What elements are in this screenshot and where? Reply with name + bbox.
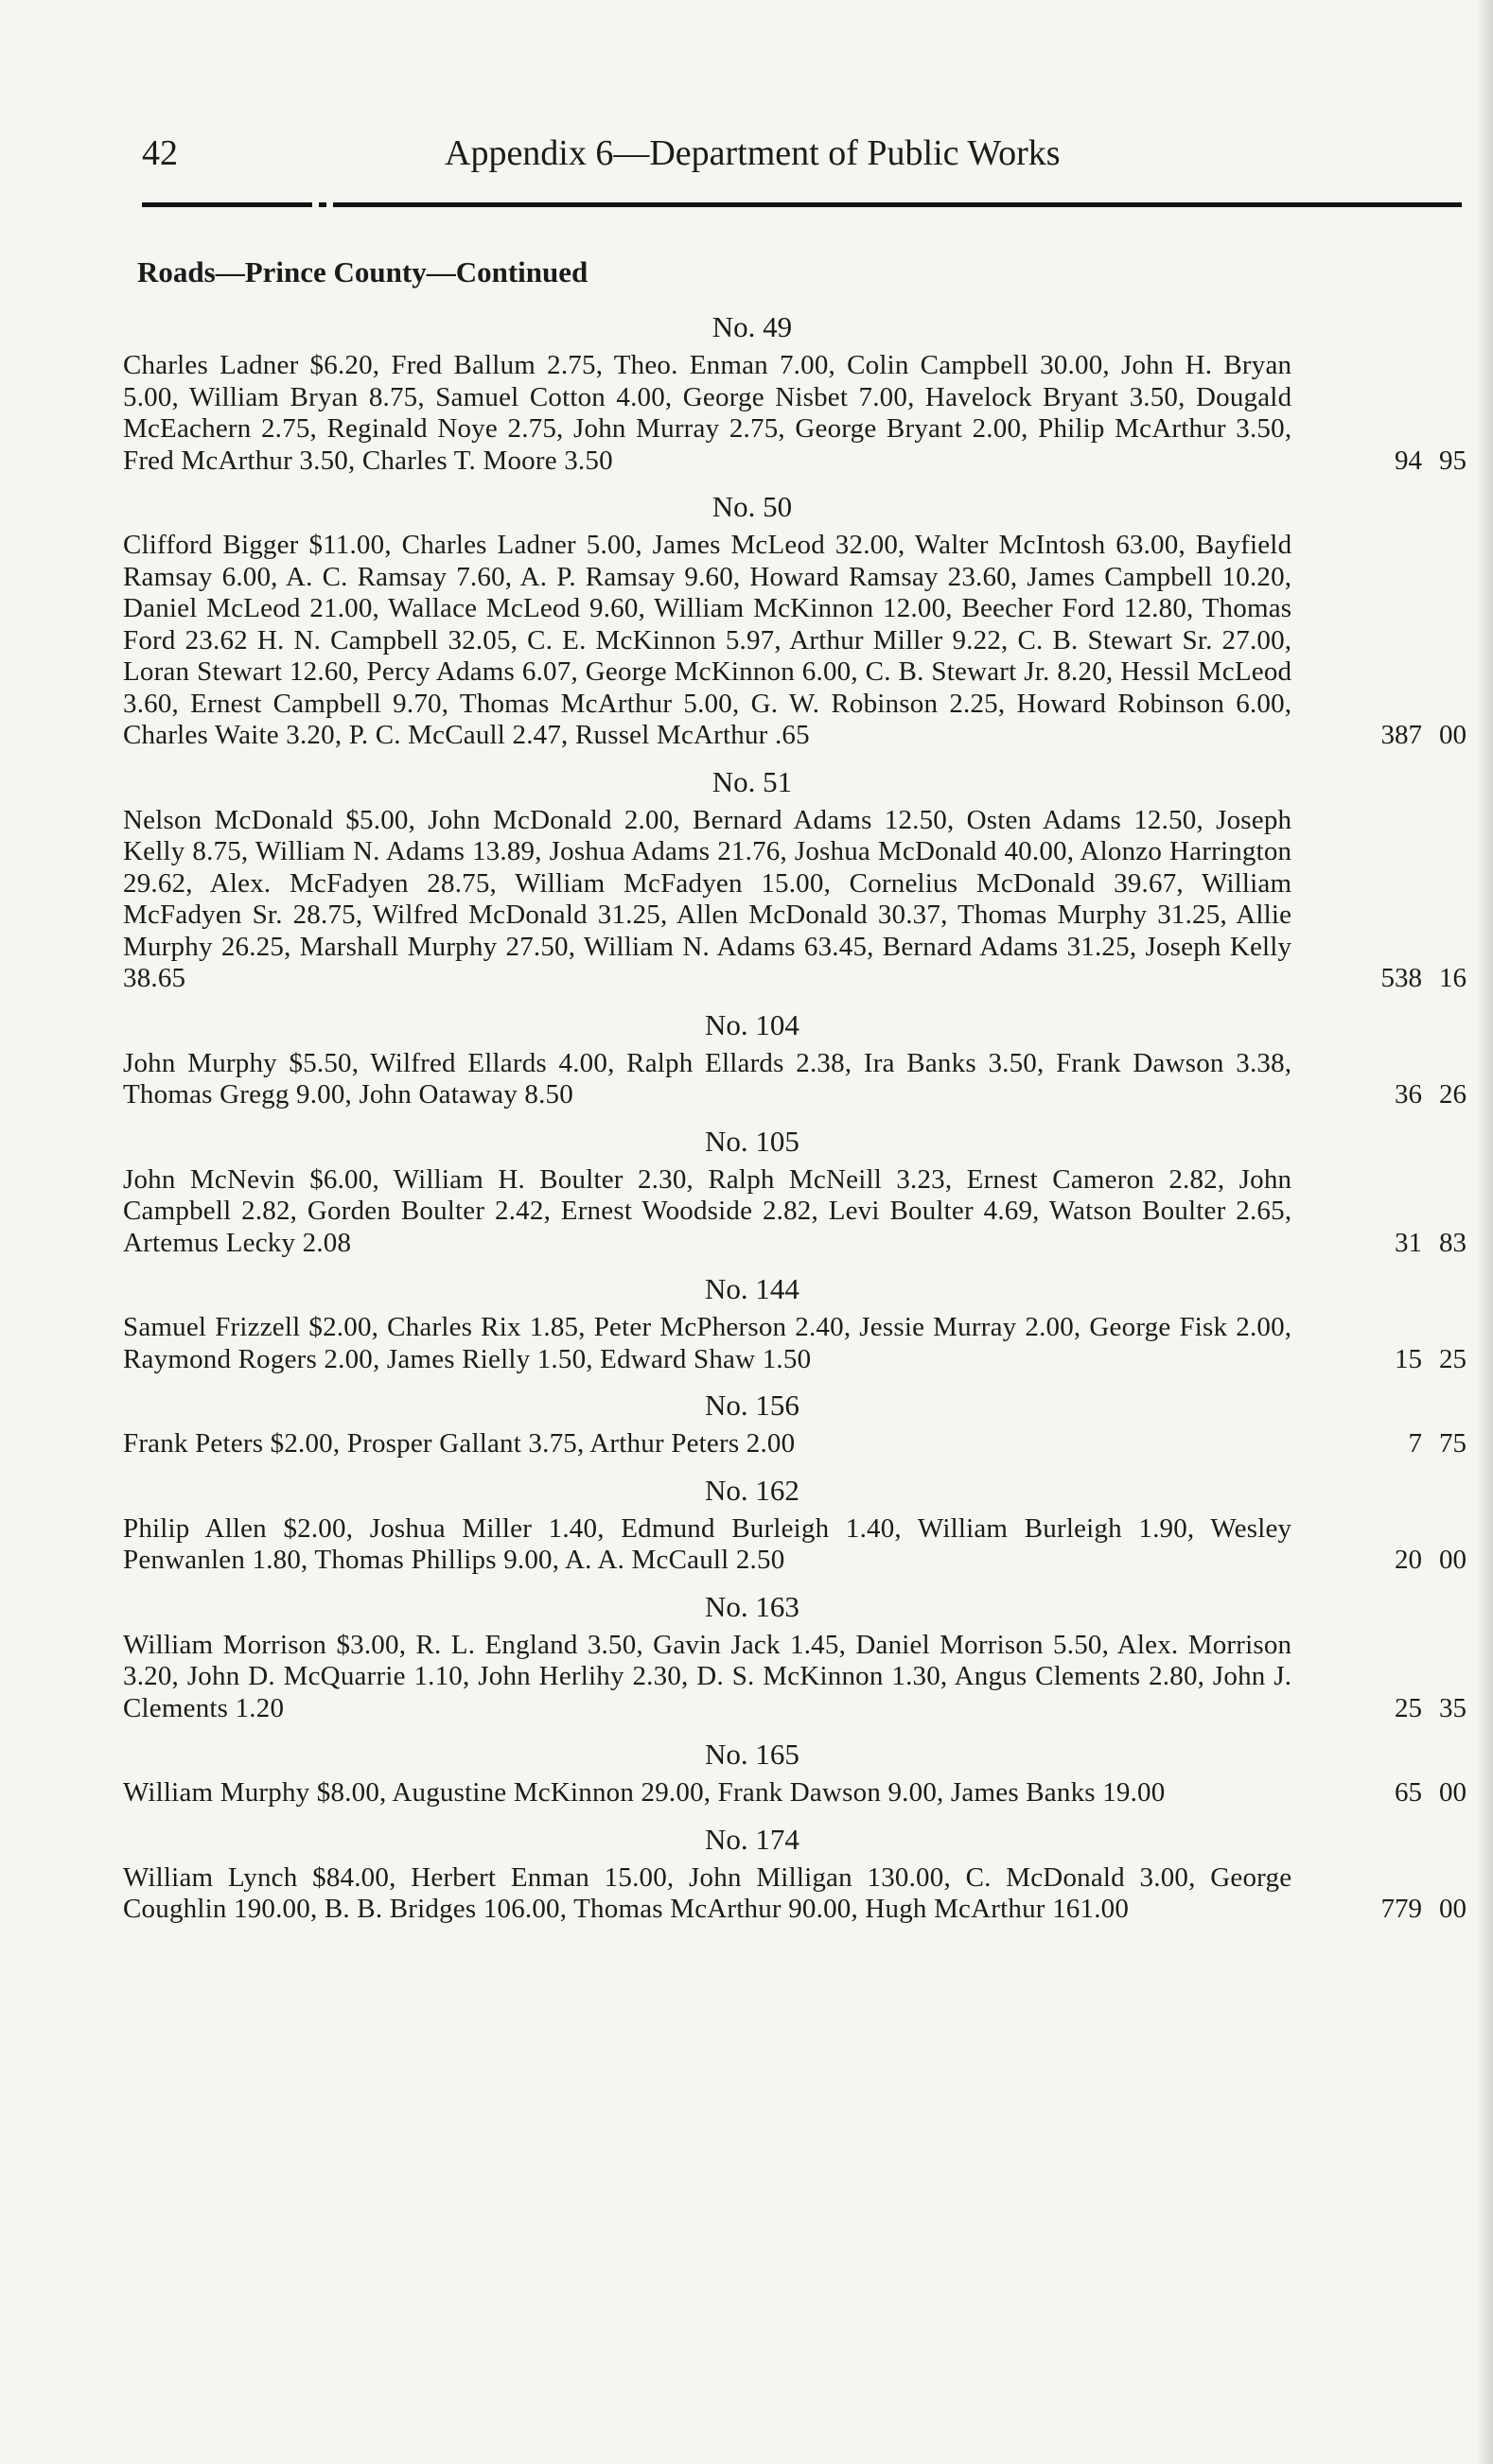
entry-amount — [1291, 1344, 1467, 1376]
amount-dollars: 387 — [1380, 720, 1422, 750]
entry-amount — [1291, 1693, 1467, 1725]
entry-number: No. 104 — [705, 1007, 799, 1041]
entry-number: No. 162 — [705, 1473, 799, 1507]
entry-body — [123, 1777, 1467, 1809]
entry-body — [123, 1513, 1467, 1577]
entry-number: No. 51 — [711, 764, 793, 798]
entry-text: Frank Peters $2.00, Prosper Gallant 3.75, Arthur Peters 2.00 — [123, 1428, 796, 1459]
running-title: Appendix 6—Department of Public Works — [445, 133, 1061, 173]
entry-body — [123, 1428, 1467, 1460]
entry-body — [123, 350, 1467, 477]
header-rule — [142, 202, 1462, 207]
entry-body — [123, 1630, 1467, 1725]
entry-text: John McNevin $6.00, William H. Boulter 2.30, Ralph McNeill 3.23, Ernest Cameron 2.82, John Campbell 2.82, Gorden Boulter 2.42, Ernest Woodside 2.82, Levi Boulter 4.69, Watson Boulter 2.65, Artemus Lecky 2.08 — [123, 1163, 1292, 1258]
entry-text: John Murphy $5.50, Wilfred Ellards 4.00, Ralph Ellards 2.38, Ira Banks 3.50, Frank Dawson 3.38, Thomas Gregg 9.00, John Oataway 8.50 — [123, 1047, 1292, 1110]
entry-amount — [1291, 963, 1467, 995]
payment-entry — [123, 1590, 1467, 1725]
amount-dollars: 7 — [1408, 1428, 1422, 1459]
entry-amount — [1291, 446, 1467, 478]
page-header — [142, 132, 1462, 180]
amount-cents: 75 — [1439, 1428, 1467, 1459]
header-rule-dot — [319, 202, 326, 207]
entry-text: Nelson McDonald $5.00, John McDonald 2.00, Bernard Adams 12.50, Osten Adams 12.50, Joseph Kelly 8.75, William N. Adams 13.89, Joshua Adams 21.76, Joshua McDonald 40.00, Alonzo Harrington 29.62, Alex. McFadyen 28.75, William McFadyen 15.00, Cornelius McDonald 39.67, William McFadyen Sr. 28.75, Wilfred McDonald 31.25, Allen McDonald 30.37, Thomas Murphy 31.25, Allie Murphy 26.25, Marshall Murphy 27.50, William N. Adams 63.45, Bernard Adams 31.25, Joseph Kelly 38.65 — [123, 804, 1292, 993]
amount-cents: 83 — [1439, 1227, 1467, 1258]
payment-entry — [123, 765, 1467, 995]
entry-amount — [1291, 1777, 1467, 1809]
amount-cents: 00 — [1439, 720, 1467, 750]
amount-cents: 25 — [1439, 1343, 1467, 1374]
entry-number: No. 50 — [711, 490, 793, 523]
payment-entry — [123, 1272, 1467, 1375]
section-heading: Roads—Prince County—Continued — [137, 255, 588, 288]
entry-text: Samuel Frizzell $2.00, Charles Rix 1.85, Peter McPherson 2.40, Jessie Murray 2.00, George Fisk 2.00, Raymond Rogers 2.00, James Rielly 1.50, Edward Shaw 1.50 — [123, 1312, 1292, 1374]
page-edge-shadow — [1476, 0, 1493, 2464]
entry-amount — [1291, 1079, 1467, 1111]
entry-body — [123, 805, 1467, 995]
page-number: 42 — [142, 133, 178, 173]
entry-text: Philip Allen $2.00, Joshua Miller 1.40, Edmund Burleigh 1.40, William Burleigh 1.90, Wesley Penwanlen 1.80, Thomas Phillips 9.00, A. A. McCaull 2.50 — [123, 1512, 1292, 1575]
amount-cents: 16 — [1439, 963, 1467, 993]
entry-number: No. 163 — [705, 1589, 799, 1623]
entry-amount — [1291, 1545, 1467, 1577]
amount-dollars: 20 — [1395, 1545, 1422, 1575]
entry-body — [123, 1862, 1467, 1926]
entry-number: No. 49 — [711, 310, 793, 343]
entry-text: William Lynch $84.00, Herbert Enman 15.00, John Milligan 130.00, C. McDonald 3.00, George Coughlin 190.00, B. B. Bridges 106.00, Thomas McArthur 90.00, Hugh McArthur 161.00 — [123, 1861, 1292, 1924]
entry-text: Clifford Bigger $11.00, Charles Ladner 5.00, James McLeod 32.00, Walter McIntosh 63.00, Bayfield Ramsay 6.00, A. C. Ramsay 7.60, A. P. Ramsay 9.60, Howard Ramsay 23.60, James Campbell 10.20, Daniel McLeod 21.00, Wallace McLeod 9.60, William McKinnon 12.00, Beecher Ford 12.80, Thomas Ford 23.62 H. N. Campbell 32.05, C. E. McKinnon 5.97, Arthur Miller 9.22, C. B. Stewart Sr. 27.00, Loran Stewart 12.60, Percy Adams 6.07, George McKinnon 6.00, C. B. Stewart Jr. 8.20, Hessil McLeod 3.60, Ernest Campbell 9.70, Thomas McArthur 5.00, G. W. Robinson 2.25, Howard Robinson 6.00, Charles Waite 3.20, P. C. McCaull 2.47, Russel McArthur .65 — [123, 530, 1292, 750]
amount-cents: 35 — [1439, 1692, 1467, 1723]
entry-number: No. 105 — [705, 1124, 799, 1158]
entry-number: No. 165 — [705, 1738, 799, 1771]
amount-dollars: 31 — [1395, 1227, 1422, 1258]
entry-number: No. 174 — [705, 1822, 799, 1856]
entry-amount — [1291, 720, 1467, 752]
amount-dollars: 25 — [1395, 1692, 1422, 1723]
entry-amount — [1291, 1228, 1467, 1260]
entry-text: William Murphy $8.00, Augustine McKinnon 29.00, Frank Dawson 9.00, James Banks 19.00 — [123, 1777, 1166, 1808]
payment-entry — [123, 1125, 1467, 1260]
entry-body — [123, 1312, 1467, 1375]
entry-text: William Morrison $3.00, R. L. England 3.50, Gavin Jack 1.45, Daniel Morrison 5.50, Alex. Morrison 3.20, John D. McQuarrie 1.10, John Herlihy 2.30, D. S. McKinnon 1.30, Angus Clements 2.80, John J. Clements 1.20 — [123, 1629, 1292, 1723]
entry-text: Charles Ladner $6.20, Fred Ballum 2.75, Theo. Enman 7.00, Colin Campbell 30.00, John H. Bryan 5.00, William Bryan 8.75, Samuel Cotton 4.00, George Nisbet 7.00, Havelock Bryant 3.50, Dougald McEachern 2.75, Reginald Noye 2.75, John Murray 2.75, George Bryant 2.00, Philip McArthur 3.50, Fred McArthur 3.50, Charles T. Moore 3.50 — [123, 350, 1292, 476]
entry-body — [123, 1048, 1467, 1111]
amount-dollars: 65 — [1395, 1777, 1422, 1808]
amount-cents: 00 — [1439, 1545, 1467, 1575]
entry-body — [123, 530, 1467, 752]
amount-cents: 00 — [1439, 1777, 1467, 1808]
entry-amount — [1291, 1428, 1467, 1460]
amount-cents: 26 — [1439, 1079, 1467, 1110]
payment-entry — [123, 1823, 1467, 1926]
amount-dollars: 538 — [1380, 963, 1422, 993]
amount-cents: 95 — [1439, 445, 1467, 476]
amount-dollars: 15 — [1395, 1343, 1422, 1374]
entry-amount — [1291, 1894, 1467, 1926]
entry-number: No. 156 — [705, 1389, 799, 1422]
amount-dollars: 94 — [1395, 445, 1422, 476]
amount-dollars: 36 — [1395, 1079, 1422, 1110]
entry-body — [123, 1164, 1467, 1260]
payment-entry — [123, 1738, 1467, 1809]
payment-entries — [123, 310, 1467, 1939]
payment-entry — [123, 310, 1467, 477]
amount-cents: 00 — [1439, 1894, 1467, 1924]
amount-dollars: 779 — [1380, 1894, 1422, 1924]
payment-entry — [123, 490, 1467, 752]
payment-entry — [123, 1389, 1467, 1460]
payment-entry — [123, 1008, 1467, 1111]
entry-number: No. 144 — [705, 1272, 799, 1305]
payment-entry — [123, 1474, 1467, 1577]
